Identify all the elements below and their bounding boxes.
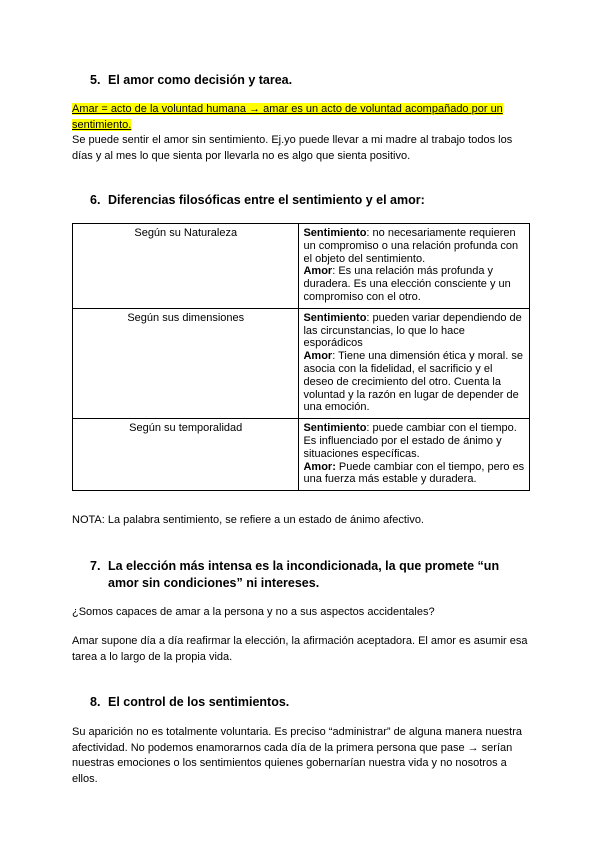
paragraph-8: Su aparición no es totalmente voluntaria. Es preciso “administrar” de alguna manera nuestra afectividad. No podemos enamorarnos cada día de la primera persona que pase → serían nuestras emociones o los sentimientos quienes gobernarían nuestra vida y no nosotros a ellos. [72,726,523,785]
term-text: : pueden variar dependiendo de las circunstancias, lo que lo hace esporádicos [303,311,522,350]
term-text: : puede cambiar con el tiempo. Es influenciado por el estado de ánimo y situaciones específicas. [303,422,517,460]
term-text: : Tiene una dimensión ética y moral. se asocia con la fidelidad, el sacrificio y el deseo de crecimiento del otro. Cuenta la voluntad y la razón en lugar de depender de una emoción. [303,350,523,414]
heading-number: 7. [90,559,101,573]
heading-number: 6. [90,193,101,207]
term: Amor [303,265,333,278]
table-label-cell: Según su Naturaleza [73,224,299,309]
definition-paragraph [72,102,517,133]
table-label-cell: Según su temporalidad [73,419,299,491]
highlighted-definition: Amar = acto de la voluntad humana → amar es un acto de voluntad acompañado por un sentimiento. [72,103,503,131]
heading-6 [90,192,425,209]
term: Amor: [303,460,336,473]
table-row [73,224,530,309]
heading-title: El control de los sentimientos. [108,695,290,709]
heading-number: 5. [90,73,101,87]
term: Sentimiento [303,227,367,239]
heading-title: Diferencias filosóficas entre el sentimiento y el amor: [108,193,425,207]
paragraph-7: Amar supone día a día reafirmar la elección, la afirmación aceptadora. El amor es asumir esa tarea a lo largo de la propia vida. [72,635,528,663]
heading-title: El amor como decisión y tarea. [108,73,293,87]
term-text: : no necesariamente requieren un compromiso o una relación profunda con el objeto del sentimiento. [303,227,519,265]
table-row [73,308,530,418]
question: ¿Somos capaces de amar a la persona y no a sus aspectos accidentales? [72,606,435,618]
heading-5 [90,72,292,89]
paragraph-5: Se puede sentir el amor sin sentimiento. Ej.yo puede llevar a mi madre al trabajo todos los días y al mes lo que sienta por llevarla no es algo que sienta positivo. [72,134,513,162]
heading-8 [90,694,289,711]
table-row [73,419,530,491]
heading-number: 8. [90,695,101,709]
differences-table [72,223,530,491]
table-label-cell: Según sus dimensiones [73,308,299,418]
heading-title: La elección más intensa es la incondicionada, la que promete “un amor sin condiciones” ni intereses. [108,559,500,590]
note: NOTA: La palabra sentimiento, se refiere a un estado de ánimo afectivo. [72,514,424,526]
term-text: Puede cambiar con el tiempo, pero es una fuerza más estable y duradera. [303,460,525,486]
term: Sentimiento [303,422,367,435]
term: Sentimiento [303,311,367,324]
table-content-cell [299,224,530,309]
table-content-cell [299,419,530,491]
heading-7 [90,558,530,592]
table-content-cell [299,308,530,418]
term: Amor [303,350,333,363]
term-text: : Es una relación más profunda y duradera. Es una elección consciente y un compromiso con el otro. [303,265,511,303]
